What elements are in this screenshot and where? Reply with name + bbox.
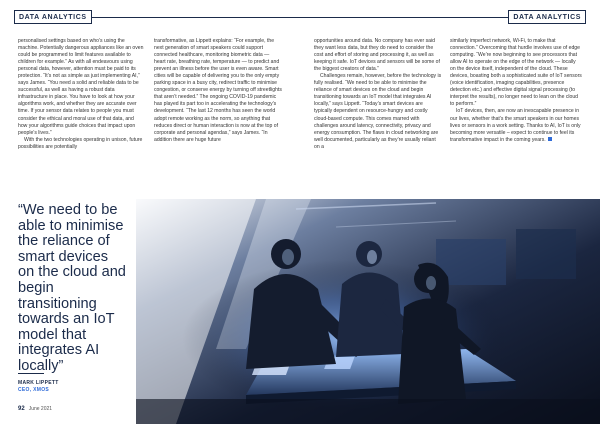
paragraph-text: IoT devices, then, are now an inescapable presence in our lives, whether that’s the smart speakers in our homes lives or sensors in a work setting. Thanks to AI, IoT is only becoming more versatile – expect to continue to feel its transformative impact in the coming years.	[450, 108, 581, 143]
paragraph	[450, 108, 582, 143]
paragraph: With the two technologies operating in unison, future possibilities are potentially	[18, 136, 143, 150]
article-column-4	[450, 38, 582, 144]
header-rule-right	[300, 17, 508, 18]
paragraph: Challenges remain, however, before the technology is fully realised. “We need to be able to minimise the reliance of smart devices on the cloud and begin transitioning towards an IoT model that integrates AI locally,” says Lippett. “Today’s smart devices are typically dependent on resource-hungry and costly cloud-based compute. This comes marred with challenges around latency, connectivity, privacy and energy consumption. The flaws in cloud networking are well documented, particularly as they’re usually reliant on a	[314, 73, 442, 150]
page-number-left: 92	[18, 406, 25, 412]
paragraph: transformative, as Lippett explains: “For example, the next generation of smart speakers could support connected healthcare, monitoring biometric data — heart rate, breathing rate, temperature — to predict and prevent an illness before the user is even aware. Smart cities will be capable of delivering you to the only empty parking space in a busy city, redirect traffic to minimise congestion, or conserve energy by turning off streetlights that aren’t needed.” The ongoing COVID-19 pandemic has played its part too in accelerating the technology’s development. “The last 12 months has seen the world adopt remote working as the norm, so anything that reduces direct or human interaction is now at the top of corporate and personal agendas,” says James. “In addition there are huge future	[154, 38, 282, 143]
quote-divider	[18, 373, 44, 374]
end-mark-icon	[548, 137, 552, 141]
team-photo-illustration	[136, 199, 600, 424]
pull-quote: “We need to be able to minimise the reliance of smart devices on the cloud and begin transitioning towards an IoT model that integrates AI locally”	[18, 202, 126, 374]
header-rule-left	[92, 17, 300, 18]
section-label-right: DATA ANALYTICS	[508, 10, 586, 24]
paragraph: personalised settings based on who’s using the machine. Potentially dangerous appliances like an oven could be programmed to limit features available to children for example.” As with all endeavours using personal data, however, attention must be paid to its protection. “It’s not as simple as just implementing AI,” says James. “You need a solid and reliable data to be successful, as well as having a robust data infrastructure in place. You have to look at how your algorithms work, and whether they are accurate over time. If your sensor data relates to people you must consider the ethical and moral use of that data, and how your algorithms guide choices that impact upon people’s lives.”	[18, 38, 144, 136]
paragraph: opportunities around data. No company has ever said they want less data, but they do need to consider the cost and effort of storing and processing it, as well as keeping it safe. IoT devices and sensors will be some of the biggest creators of data.”	[314, 38, 440, 73]
quote-attribution-role: CEO, XMOS	[18, 387, 50, 393]
article-column-2	[154, 38, 282, 144]
folio-left	[18, 406, 52, 412]
quote-attribution-name: MARK LIPPETT	[18, 380, 59, 386]
team-photo	[136, 199, 600, 424]
paragraph: similarly imperfect network, Wi-Fi, to make that connection.” Overcoming that hurdle involves use of edge computing. “We’re now beginning to see processors that allow AI to operate on the edge of the network — locally on the device itself, independent of the cloud. These devices, boasting both a sophisticated suite of IoT sensors (voice identification, imaging capabilities, presence detection etc.) and effective digital signal processing (to interpret the results), no longer need to lean on the cloud to perform.”	[450, 38, 582, 108]
article-column-1	[18, 38, 144, 151]
article-column-3	[314, 38, 442, 151]
section-label-left: DATA ANALYTICS	[14, 10, 92, 24]
issue-date: June 2021	[28, 406, 53, 412]
